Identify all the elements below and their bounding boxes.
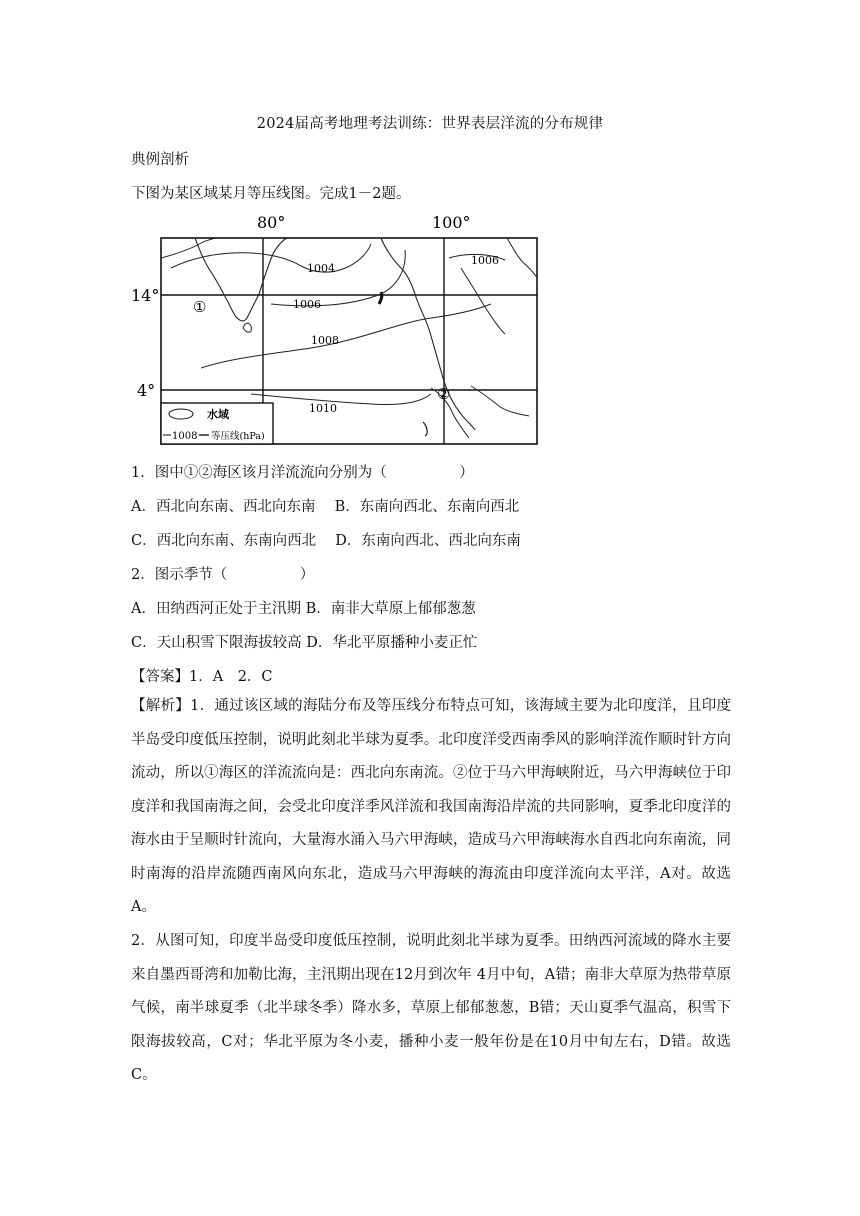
isobar-label-1010: 1010 (309, 402, 337, 415)
question-2-options-cd: C．天山积雪下限海拔较高 D．华北平原播种小麦正忙 (131, 635, 478, 651)
island-java (423, 422, 427, 436)
isobar-1010-curve (251, 394, 431, 405)
marker-1: ① (193, 298, 207, 316)
question-1-options-cd: C．西北向东南、东南向西北 D．东南向西北、西北向东南 (131, 533, 521, 549)
legend-isobar-value: 1008 (172, 431, 198, 442)
section-heading: 典例剖析 (131, 152, 189, 168)
coastline-india (195, 238, 287, 321)
coastline-vietnam (461, 268, 505, 334)
analysis-question-1: 【解析】1．通过该区域的海陆分布及等压线分布特点可知，该海域主要为北印度洋，且印度半岛受印度低压控制，说明此刻北半球为夏季。北印度洋受西南季风的影响洋流作顺时针方向流动，所以①海区的洋流流向是：西北向东南流。②位于马六甲海峡附近，马六甲海峡位于印度洋和我国南海之间，会受北印度洋季风洋流和我国南海沿岸流的共同影响，夏季北印度洋的海水由于呈顺时针流向，大量海水涌入马六甲海峡，造成马六甲海峡海水自西北向东南流，同时南海的沿岸流随西南风向东北，造成马六甲海峡的海流由印度洋流向太平洋，A对。故选A。 (131, 698, 731, 915)
isobar-1006-curve (271, 250, 405, 306)
lat-label-14: 14° (131, 286, 160, 305)
marker-2: ② (437, 385, 451, 403)
coastline-indochina (381, 238, 475, 430)
legend-isobar-label: 等压线(hPa) (211, 431, 265, 442)
question-2-stem: 2．图示季节（ ） (131, 567, 315, 583)
question-2-options-ab: A．田纳西河正处于主汛期 B．南非大草原上郁郁葱葱 (131, 601, 476, 617)
document-title: 2024届高考地理考法训练：世界表层洋流的分布规律 (256, 116, 604, 132)
question-1-options-ab: A．西北向东南、西北向东南 B．东南向西北、东南向西北 (131, 499, 520, 515)
isobar-label-1006: 1006 (293, 298, 321, 311)
analysis-question-2: 2．从图可知，印度半岛受印度低压控制，说明此刻北半球为夏季。田纳西河流域的降水主要来自墨西哥湾和加勒比海，主汛期出现在12月到次年 4月中旬，A错；南非大草原为热带草原气候，南半球夏季（北半球冬季）降水多，草原上郁郁葱葱，B错；天山夏季气温高，积雪下限海拔较高，C对；华北平原为冬小麦，播种小麦一般年份是在10月中旬左右，D错。故选C。 (131, 933, 731, 1083)
coastline-srilanka (243, 323, 251, 332)
lon-label-80: 80° (257, 213, 286, 232)
isobar-label-1004: 1004 (307, 262, 335, 275)
question-1-stem: 1．图中①②海区该月洋流流向分别为（ ） (131, 465, 474, 481)
coastline-arabia (161, 238, 217, 258)
lon-label-100: 100° (432, 213, 471, 232)
legend-water-label: 水域 (207, 408, 229, 421)
answer-line: 【答案】1．A 2．C (131, 669, 273, 685)
isobar-1008-curve (201, 304, 491, 368)
isobar-map-figure (131, 208, 541, 448)
coastline-philippines (507, 238, 537, 278)
lat-label-4: 4° (137, 381, 156, 400)
isobar-label-1006-east: 1006 (471, 254, 499, 267)
isobar-label-1008: 1008 (311, 334, 339, 347)
intro-text: 下图为某区域某月等压线图。完成1－2题。 (131, 186, 411, 202)
